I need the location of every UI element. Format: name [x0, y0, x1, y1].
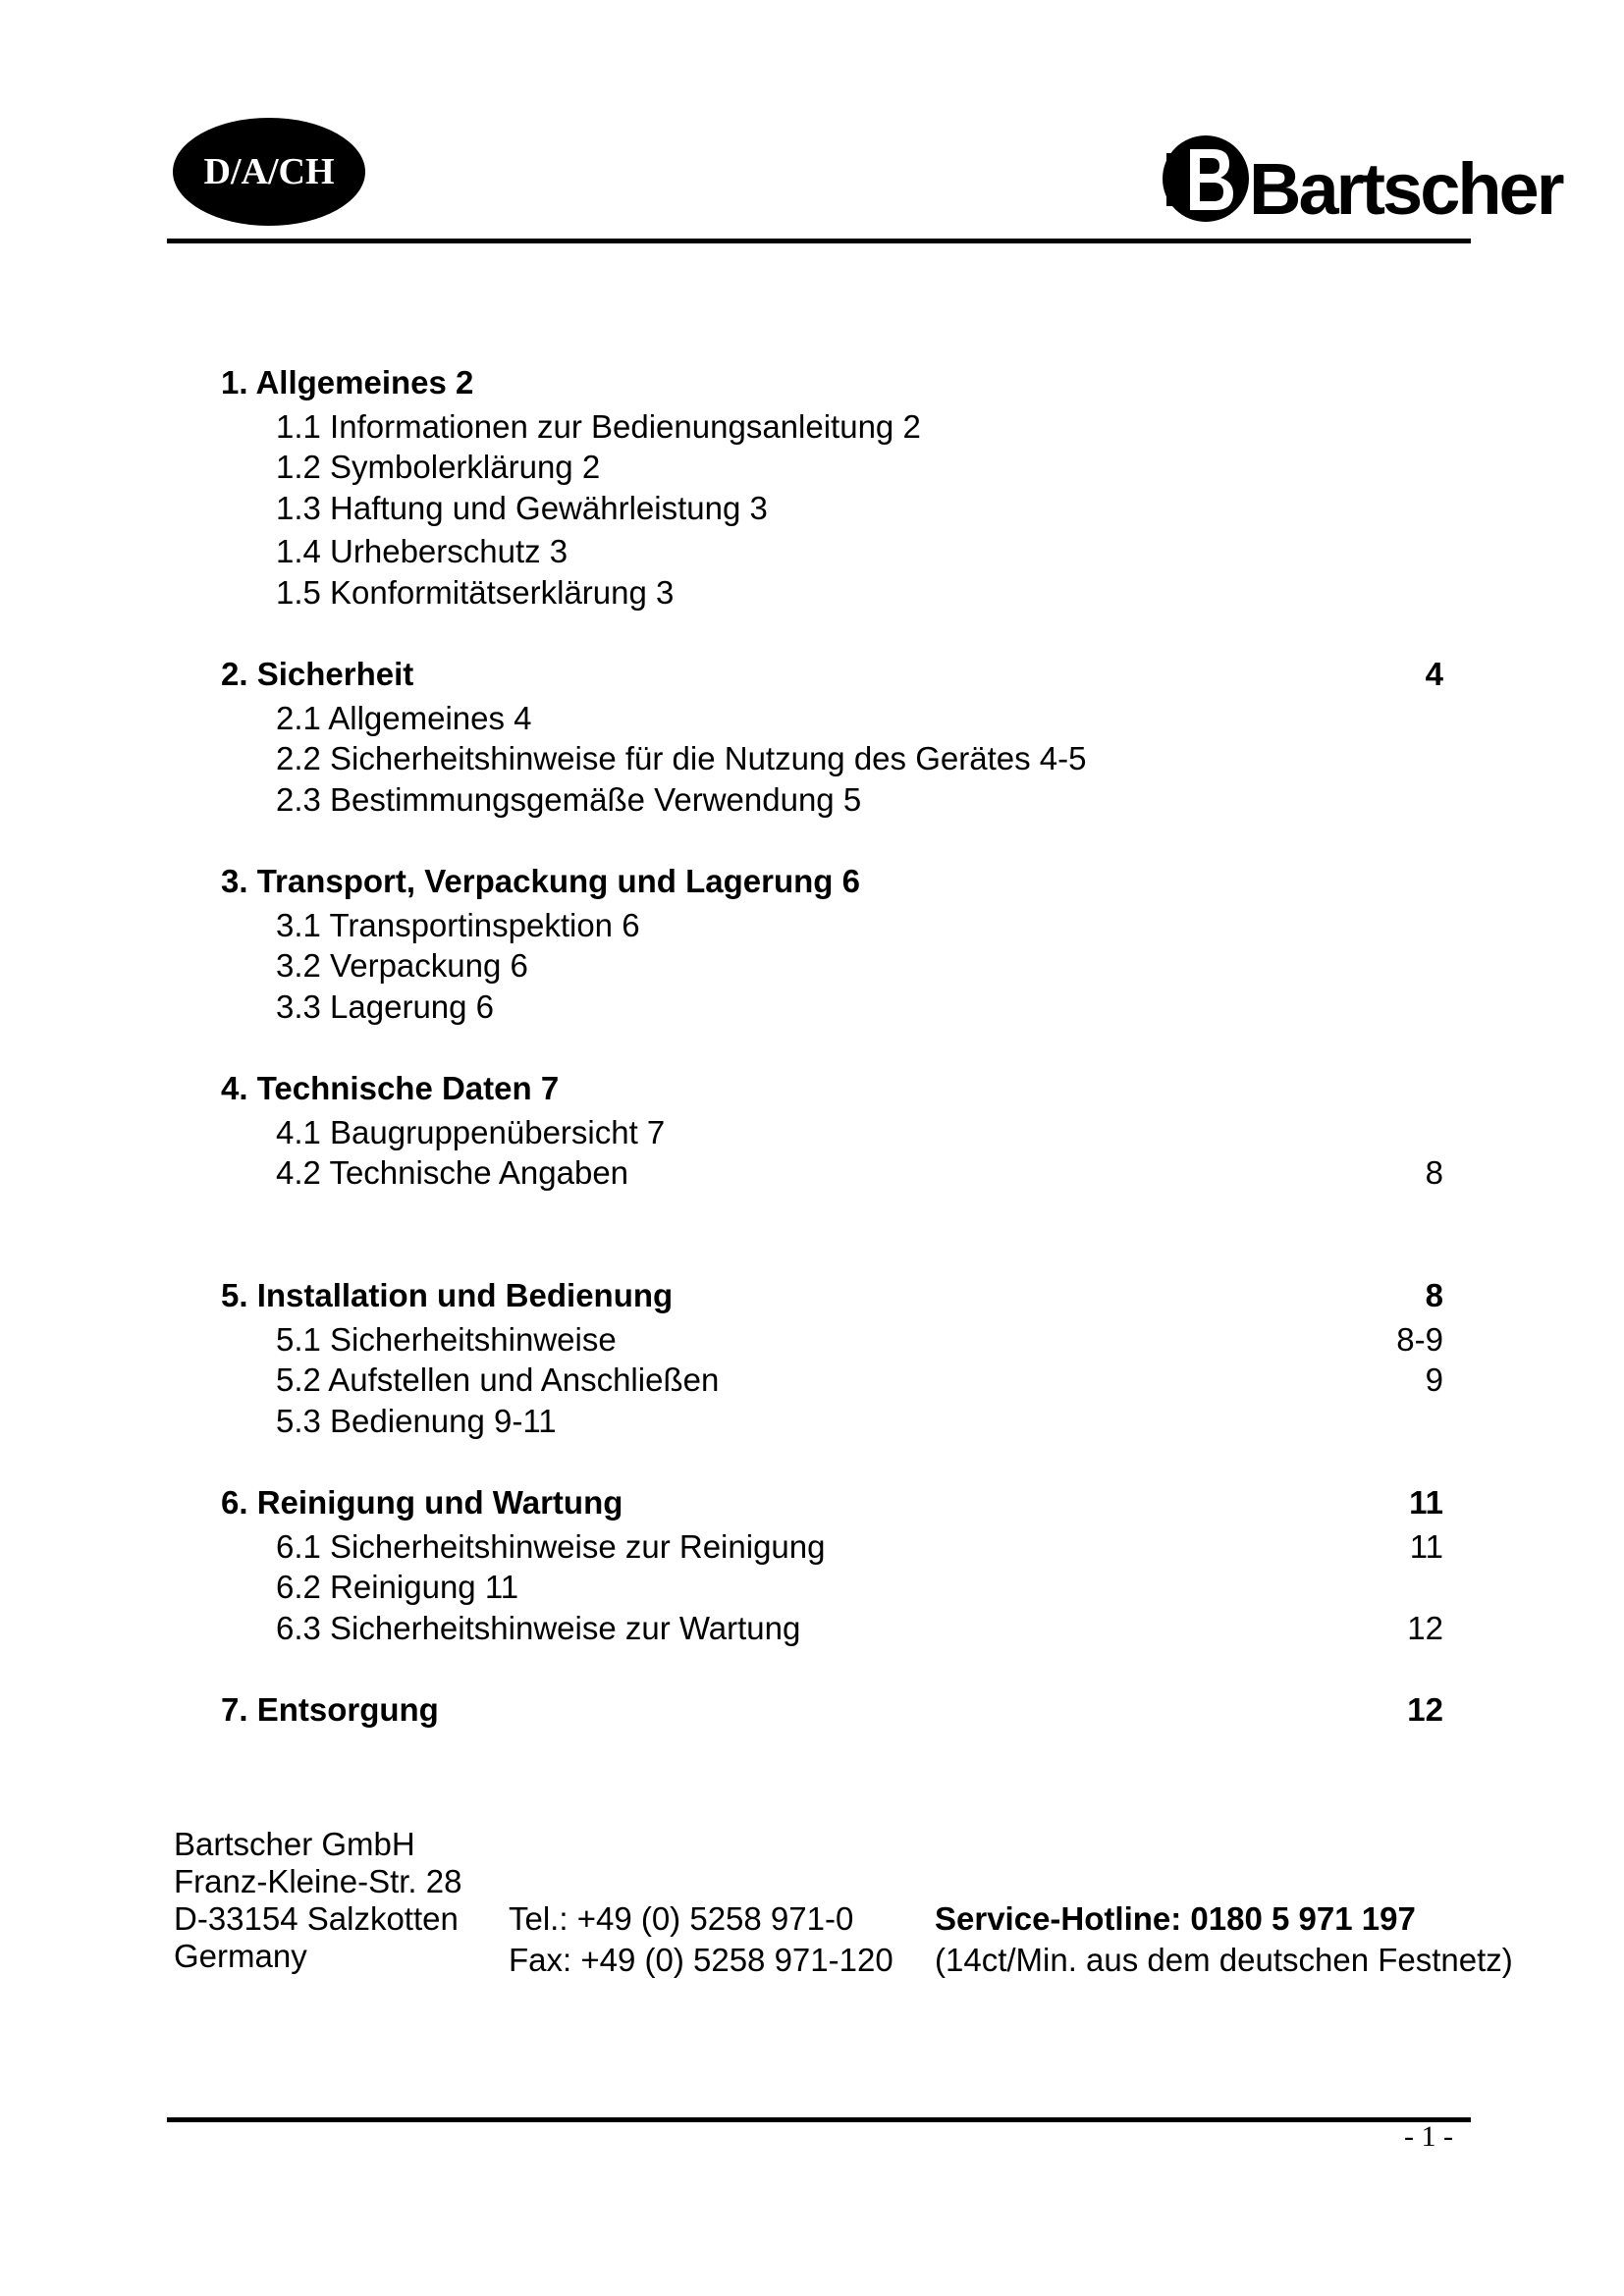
toc-entry [276, 407, 1443, 447]
toc-chapter-title: 1. Allgemeines 2 [221, 364, 474, 400]
toc-entry-title: 1.3 Haftung und Gewährleistung 3 [276, 490, 768, 526]
toc-entry-title: 5.3 Bedienung 9-11 [276, 1403, 557, 1439]
country: Germany [174, 1938, 307, 1974]
logo-wordmark: Bartscher [1249, 148, 1562, 230]
toc-chapter [221, 1483, 1443, 1522]
toc-entry-page: 8-9 [1396, 1321, 1443, 1358]
fax: Fax: +49 (0) 5258 971-120 [509, 1942, 893, 1978]
toc-chapter-title: 7. Entsorgung [221, 1691, 439, 1728]
hotline-note: (14ct/Min. aus dem deutschen Festnetz) [935, 1942, 1513, 1978]
toc-chapter [221, 1069, 1443, 1108]
toc-entry-title: 4.2 Technische Angaben [276, 1154, 629, 1191]
toc-chapter [221, 1690, 1443, 1730]
toc-chapter-title: 4. Technische Daten 7 [221, 1070, 560, 1106]
toc-entry [276, 573, 1443, 613]
street-address: Franz-Kleine-Str. 28 [174, 1863, 462, 1899]
toc-entry [276, 988, 1443, 1027]
toc-entry-page: 8 [1425, 1154, 1443, 1191]
toc-entry [276, 1153, 1443, 1193]
bartscher-logo [1159, 128, 1562, 236]
toc-chapter [221, 1276, 1443, 1315]
service-hotline: Service-Hotline: 0180 5 971 197 [935, 1900, 1416, 1937]
footer-rule [167, 2117, 1471, 2122]
region-badge-label: D/A/CH [203, 151, 335, 192]
company-address [174, 1826, 461, 1975]
toc-entry [276, 946, 1443, 986]
toc-entry [276, 780, 1443, 820]
toc-chapter-title: 2. Sicherheit [221, 656, 414, 692]
toc-entry-title: 3.1 Transportinspektion 6 [276, 907, 640, 943]
toc-entry-page: 12 [1407, 1610, 1443, 1646]
toc-entry [276, 448, 1443, 487]
toc-entry-title: 2.1 Allgemeines 4 [276, 700, 532, 736]
contact-numbers [509, 1900, 893, 1983]
toc-entry [276, 1320, 1443, 1360]
city: D-33154 Salzkotten [174, 1900, 459, 1937]
toc-chapter [221, 655, 1443, 694]
toc-entry [276, 1568, 1443, 1607]
toc-entry [276, 1402, 1443, 1441]
toc-entry-title: 6.2 Reinigung 11 [276, 1569, 519, 1605]
toc-entry-page: 11 [1409, 1528, 1443, 1565]
toc-chapter-title: 6. Reinigung und Wartung [221, 1484, 623, 1521]
toc-chapter [221, 862, 1443, 901]
toc-entry [276, 532, 1443, 571]
toc-chapter-page: 12 [1407, 1691, 1443, 1728]
toc-entry-title: 3.2 Verpackung 6 [276, 947, 528, 984]
toc-chapter-page: 4 [1425, 656, 1443, 692]
toc-entry [276, 1527, 1443, 1567]
toc-entry-title: 3.3 Lagerung 6 [276, 988, 495, 1025]
toc-entry-title: 1.1 Informationen zur Bedienungsanleitung 2 [276, 408, 921, 445]
toc-entry-title: 1.4 Urheberschutz 3 [276, 533, 568, 569]
toc-chapter-page: 8 [1425, 1277, 1443, 1313]
region-badge [173, 118, 365, 226]
header-rule [167, 239, 1471, 243]
toc-chapter-page: 11 [1409, 1484, 1443, 1521]
toc-chapter-title: 3. Transport, Verpackung und Lagerung 6 [221, 863, 860, 899]
toc-entry [276, 1113, 1443, 1152]
toc-entry [276, 489, 1443, 528]
toc-entry-title: 6.1 Sicherheitshinweise zur Reinigung [276, 1528, 826, 1565]
toc-entry-title: 6.3 Sicherheitshinweise zur Wartung [276, 1610, 801, 1646]
page-number: - 1 - [1404, 2120, 1453, 2153]
toc-entry-page: 9 [1425, 1362, 1443, 1398]
toc-entry [276, 739, 1443, 778]
toc-chapter [221, 363, 1443, 402]
toc-entry-title: 5.2 Aufstellen und Anschließen [276, 1362, 720, 1398]
toc-entry-title: 2.2 Sicherheitshinweise für die Nutzung des Gerätes 4-5 [276, 740, 1087, 776]
toc-entry-title: 1.5 Konformitätserklärung 3 [276, 574, 675, 611]
toc-entry [276, 1361, 1443, 1400]
toc-entry-title: 5.1 Sicherheitshinweise [276, 1321, 617, 1358]
toc-entry-title: 2.3 Bestimmungsgemäße Verwendung 5 [276, 781, 862, 818]
toc-entry-title: 4.1 Baugruppenübersicht 7 [276, 1114, 666, 1150]
toc-entry [276, 1609, 1443, 1648]
toc-entry [276, 699, 1443, 738]
company-name: Bartscher GmbH [174, 1826, 415, 1862]
telephone: Tel.: +49 (0) 5258 971-0 [509, 1900, 854, 1937]
service-info [935, 1900, 1513, 1983]
toc-entry-title: 1.2 Symbolerklärung 2 [276, 449, 601, 485]
toc-chapter-title: 5. Installation und Bedienung [221, 1277, 674, 1313]
toc-entry [276, 906, 1443, 945]
